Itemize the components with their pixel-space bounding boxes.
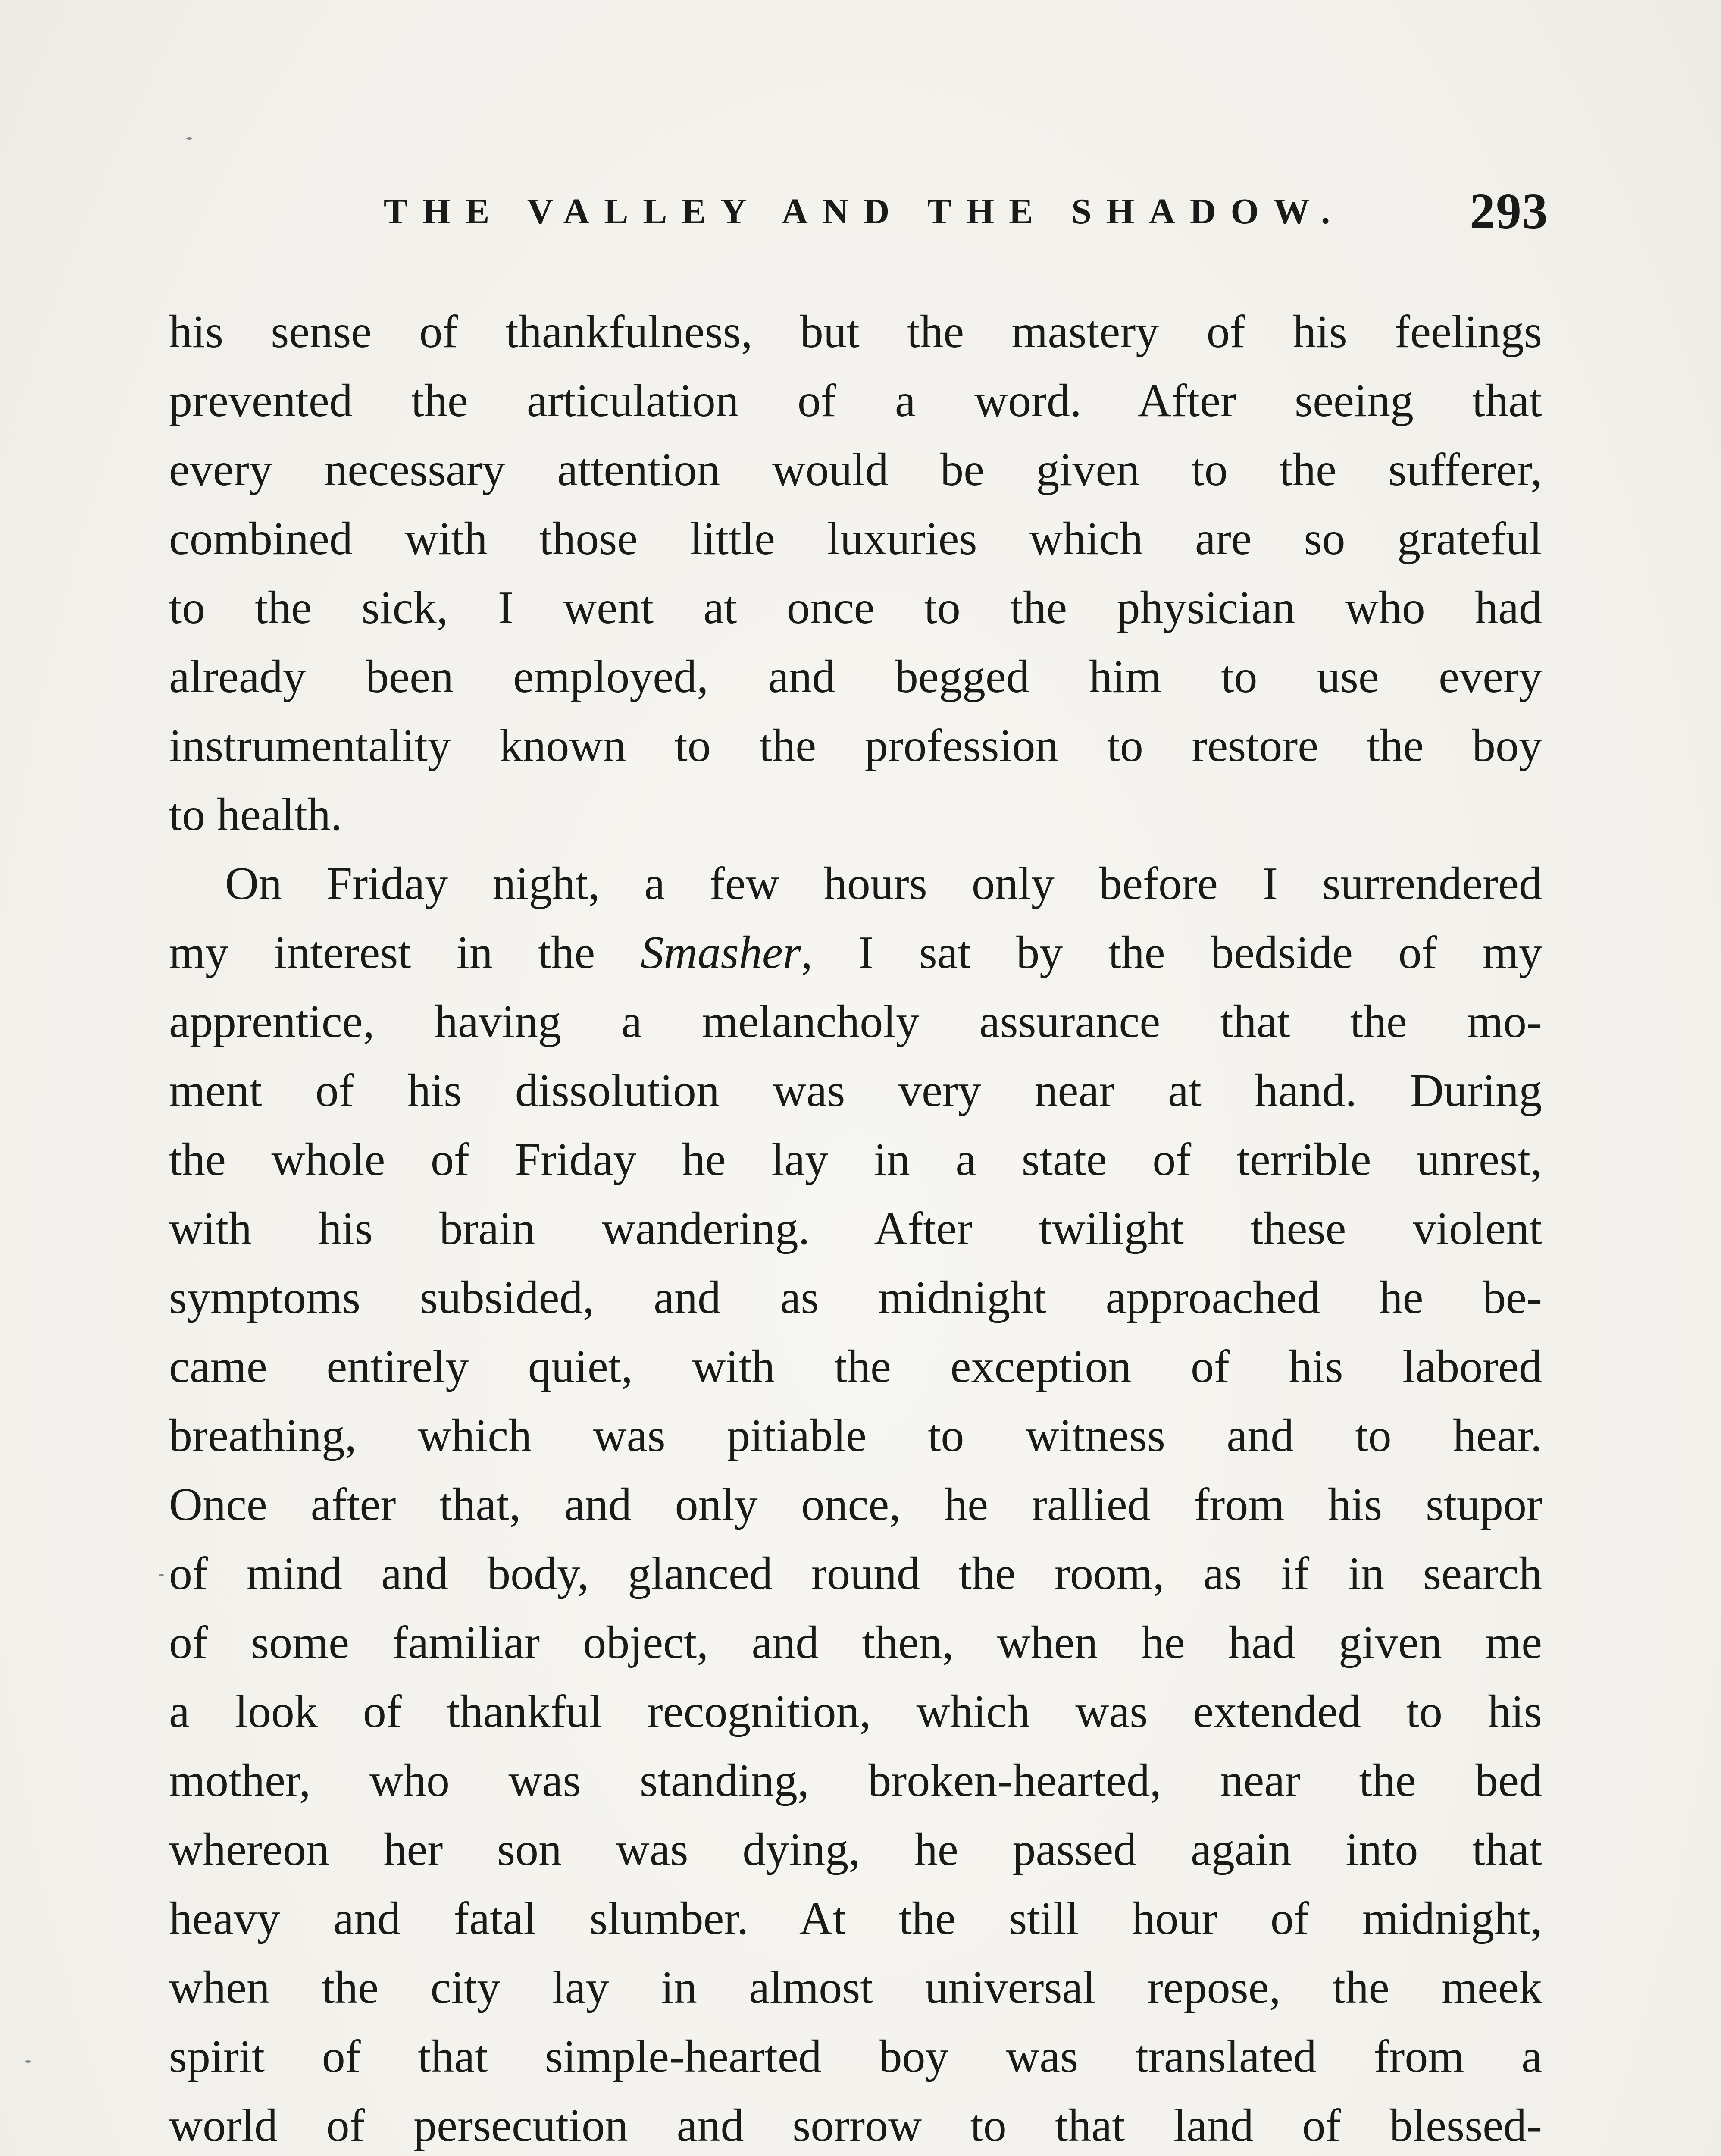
- text-line: [169, 1332, 1542, 1401]
- body-text: [169, 298, 1542, 2156]
- text-segment: of some familiar object, and then, when he had given me: [169, 1617, 1542, 1668]
- text-line: [169, 505, 1542, 573]
- text-line: [169, 1884, 1542, 1953]
- running-head: [164, 181, 1549, 241]
- text-line: [169, 1056, 1542, 1125]
- text-line: [169, 1953, 1542, 2022]
- page-number: 293: [1470, 183, 1549, 239]
- running-title: THE VALLEY AND THE SHADOW.: [383, 191, 1345, 232]
- text-line: [169, 1125, 1542, 1194]
- text-segment: came entirely quiet, with the exception of his labored: [169, 1341, 1542, 1392]
- text-segment: every necessary attention would be given to the sufferer,: [169, 444, 1542, 495]
- text-line: [169, 2091, 1542, 2156]
- text-segment: Once after that, and only once, he rallied from his stupor: [169, 1479, 1542, 1530]
- text-line: [169, 918, 1542, 987]
- margin-speck: [25, 2060, 31, 2063]
- text-segment: symptoms subsided, and as midnight approached he be-: [169, 1272, 1542, 1323]
- text-segment: to the sick, I went at once to the physician who had: [169, 582, 1542, 633]
- text-line: [169, 1263, 1542, 1332]
- text-segment: a look of thankful recognition, which was extended to his: [169, 1686, 1542, 1737]
- text-line: [169, 1194, 1542, 1263]
- margin-speck: [186, 137, 192, 140]
- text-segment: instrumentality known to the profession to restore the boy: [169, 720, 1542, 771]
- text-segment: breathing, which was pitiable to witness and to hear.: [169, 1410, 1542, 1461]
- text-segment: whereon her son was dying, he passed again into that: [169, 1824, 1542, 1875]
- text-segment: of mind and body, glanced round the room, as if in search: [169, 1548, 1542, 1599]
- text-segment: heavy and fatal slumber. At the still hour of midnight,: [169, 1893, 1542, 1944]
- text-line: [169, 711, 1542, 780]
- text-line: [169, 642, 1542, 711]
- text-segment: his sense of thankfulness, but the mastery of his feelings: [169, 306, 1542, 357]
- text-line: [169, 1401, 1542, 1470]
- text-line: [169, 573, 1542, 642]
- text-segment: combined with those little luxuries which are so grateful: [169, 513, 1542, 564]
- italic-word: Smasher: [640, 927, 801, 978]
- text-segment: , I sat by the bedside of my: [801, 927, 1542, 978]
- text-segment: my interest in the: [169, 927, 641, 978]
- text-segment: mother, who was standing, broken-hearted, near the bed: [169, 1755, 1542, 1806]
- text-segment: apprentice, having a melancholy assurance that the mo-: [169, 996, 1542, 1047]
- text-segment: the whole of Friday he lay in a state of terrible unrest,: [169, 1134, 1542, 1185]
- text-segment: On Friday night, a few hours only before I surrendered: [225, 858, 1542, 909]
- text-line: [169, 849, 1542, 918]
- text-segment: ment of his dissolution was very near at hand. During: [169, 1065, 1542, 1116]
- text-line: [169, 1470, 1542, 1539]
- text-segment: with his brain wandering. After twilight these violent: [169, 1203, 1542, 1254]
- text-line: [169, 436, 1542, 505]
- margin-speck: [159, 1574, 164, 1576]
- text-segment: prevented the articulation of a word. After seeing that: [169, 375, 1542, 426]
- text-line: [169, 1815, 1542, 1884]
- text-line: [169, 987, 1542, 1056]
- text-line: [169, 780, 1542, 849]
- text-segment: already been employed, and begged him to use every: [169, 651, 1542, 702]
- text-segment: spirit of that simple-hearted boy was translated from a: [169, 2031, 1542, 2082]
- text-segment: to health.: [169, 789, 342, 840]
- text-line: [169, 2022, 1542, 2091]
- text-line: [169, 1539, 1542, 1608]
- text-line: [169, 367, 1542, 436]
- text-line: [169, 298, 1542, 367]
- text-line: [169, 1608, 1542, 1677]
- text-line: [169, 1677, 1542, 1746]
- text-line: [169, 1746, 1542, 1815]
- text-segment: when the city lay in almost universal repose, the meek: [169, 1962, 1542, 2013]
- text-segment: world of persecution and sorrow to that land of blessed-: [169, 2100, 1542, 2151]
